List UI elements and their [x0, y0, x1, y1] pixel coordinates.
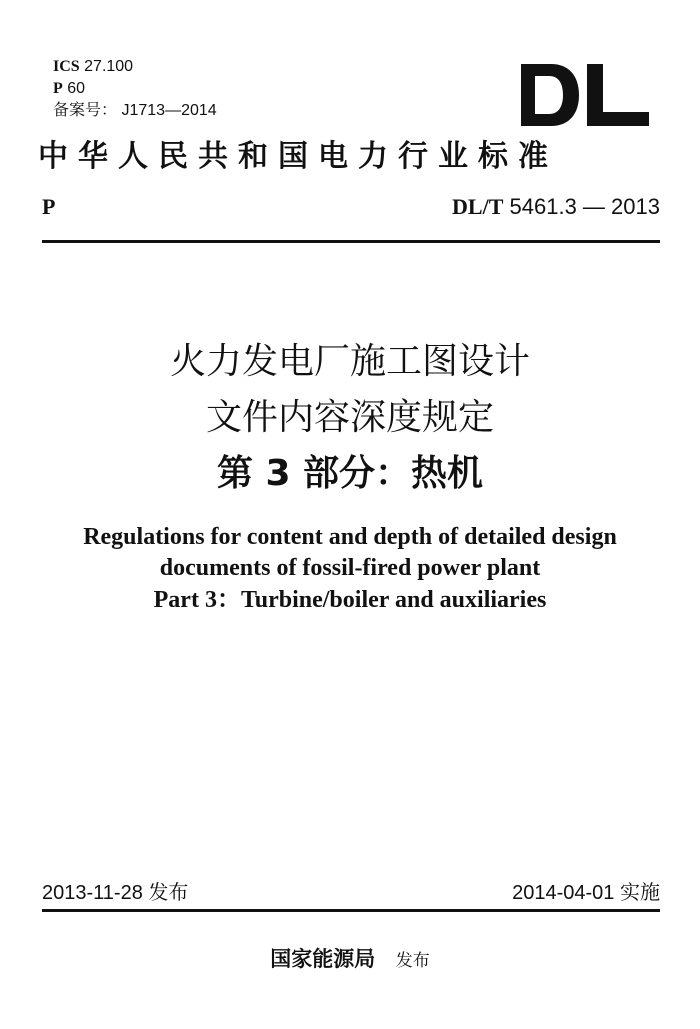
dl-logo — [521, 64, 649, 126]
standard-number — [452, 193, 660, 221]
record-number — [53, 101, 217, 121]
publisher-action: 发布 — [395, 951, 430, 971]
record-label: 备案号： — [53, 102, 118, 119]
classification-code — [53, 79, 85, 99]
industry-standard-heading: 中华人民共和国电力行业标准 — [38, 139, 558, 174]
english-title-line-3: Part 3：Turbine/boiler and auxiliaries — [153, 587, 547, 613]
record-code: J1713—2014 — [121, 102, 217, 119]
bottom-divider — [42, 909, 660, 912]
chinese-title-line-2: 文件内容深度规定 — [205, 397, 494, 438]
implementation-date: 2014-04-01 实施 — [512, 882, 660, 904]
standard-number-code: 5461.3 — 2013 — [509, 194, 660, 219]
publisher-name: 国家能源局 — [270, 946, 376, 971]
standard-number-prefix: DL/T — [452, 194, 504, 219]
classification-number: 60 — [67, 80, 86, 97]
english-title-line-2: documents of fossil-fired power plant — [159, 555, 541, 581]
classification-prefix: P — [53, 80, 63, 97]
chinese-title-line-3: 第 3 部分：热机 — [216, 453, 484, 494]
chinese-title-line-1: 火力发电厂施工图设计 — [169, 341, 530, 382]
english-title-line-1: Regulations for content and depth of detailed design — [83, 524, 617, 550]
ics-number: 27.100 — [84, 58, 134, 75]
publisher-line — [0, 944, 700, 977]
issue-date: 2013-11-28 发布 — [42, 882, 189, 904]
ics-code — [53, 57, 133, 77]
top-divider — [42, 240, 660, 243]
ics-prefix: ICS — [53, 58, 80, 75]
standard-class-letter: P — [42, 194, 56, 219]
